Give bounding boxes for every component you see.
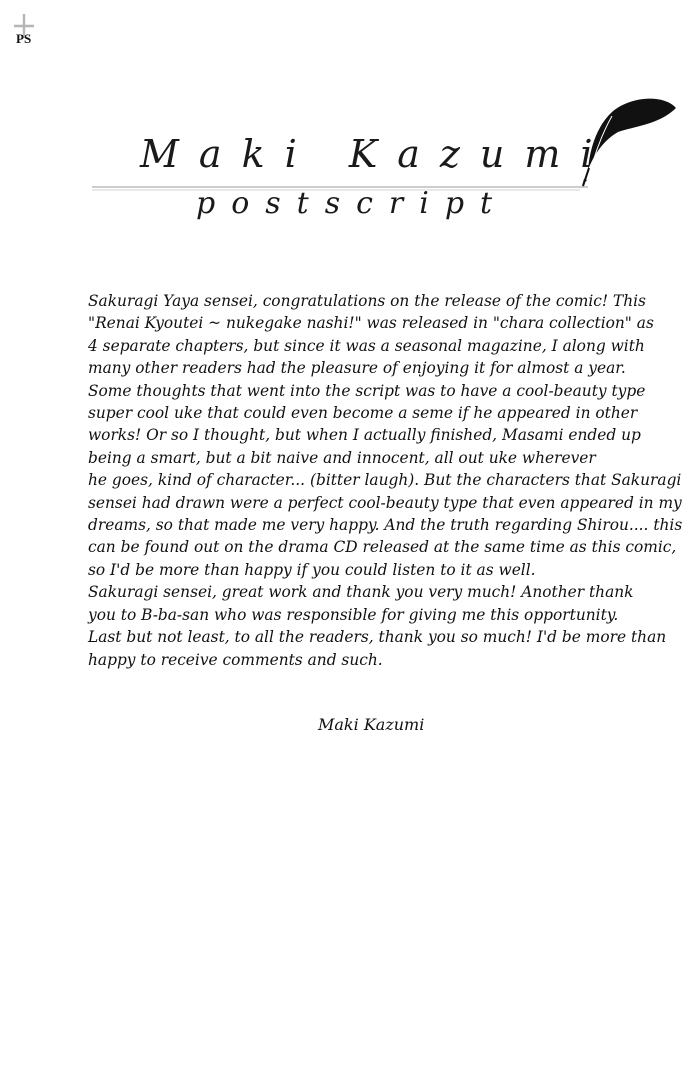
author-title: Maki Kazumi	[140, 132, 613, 176]
body-line: Sakuragi sensei, great work and thank you very much! Another thank	[88, 583, 634, 602]
body-line: "Renai Kyoutei ~ nukegake nashi!" was released in "chara collection" as	[88, 314, 654, 333]
body-line: dreams, so that made me very happy. And the truth regarding Shirou.... this	[88, 516, 683, 535]
body-line: many other readers had the pleasure of enjoying it for almost a year.	[88, 359, 626, 378]
body-line: works! Or so I thought, but when I actually finished, Masami ended up	[88, 426, 641, 445]
ps-logo-text: PS	[16, 31, 32, 46]
header-decoration	[0, 0, 700, 260]
postscript-subtitle: postscript	[196, 186, 509, 221]
body-line: he goes, kind of character... (bitter laugh). But the characters that Sakuragi	[88, 471, 682, 490]
body-line: 4 separate chapters, but since it was a seasonal magazine, I along with	[88, 336, 645, 355]
body-line: super cool uke that could even become a seme if he appeared in other	[88, 404, 638, 423]
body-line: can be found out on the drama CD released at the same time as this comic,	[88, 538, 677, 557]
body-line: being a smart, but a bit naive and innocent, all out uke wherever	[88, 448, 596, 467]
body-line: Sakuragi Yaya sensei, congratulations on the release of the comic! This	[88, 292, 646, 310]
body-line: happy to receive comments and such.	[88, 650, 383, 669]
postscript-body	[88, 290, 683, 671]
body-line: Some thoughts that went into the script was to have a cool-beauty type	[88, 381, 646, 400]
header	[0, 0, 700, 260]
body-line: so I'd be more than happy if you could listen to it as well.	[88, 560, 536, 579]
body-line: Last but not least, to all the readers, thank you so much! I'd be more than	[88, 628, 667, 647]
signature: Maki Kazumi	[318, 715, 425, 734]
body-line: sensei had drawn were a perfect cool-beauty type that even appeared in my	[88, 493, 682, 512]
body-line: you to B-ba-san who was responsible for giving me this opportunity.	[88, 605, 619, 624]
